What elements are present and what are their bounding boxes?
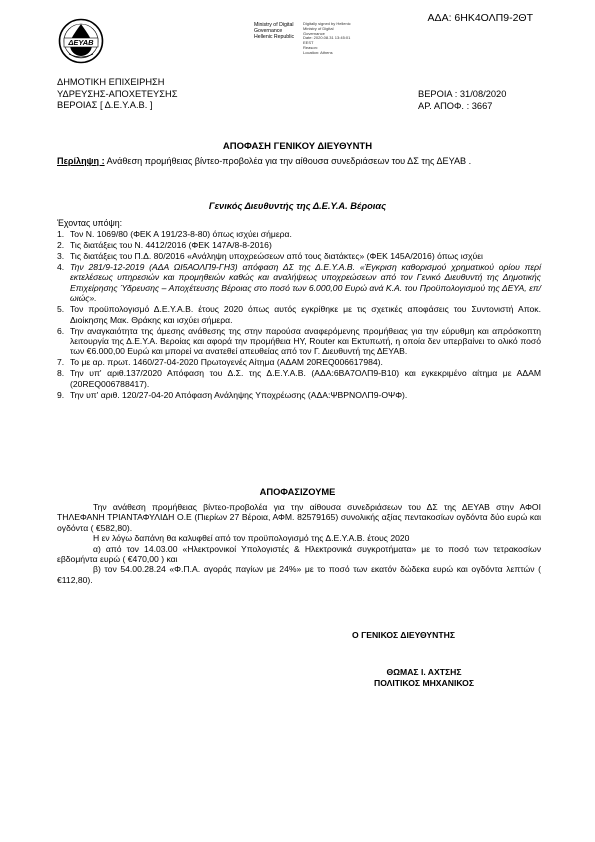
svg-text:ΔΕΥΑΒ: ΔΕΥΑΒ xyxy=(68,38,94,47)
item-number: 2. xyxy=(57,240,65,250)
org-line: ΒΕΡΟΙΑΣ [ Δ.Ε.Υ.Α.Β. ] xyxy=(57,100,153,110)
summary xyxy=(57,156,537,167)
org-line: ΥΔΡΕΥΣΗΣ-ΑΠΟΧΕΤΕΥΣΗΣ xyxy=(57,88,178,99)
document-meta xyxy=(418,89,506,112)
document-date: ΒΕΡΟΙΑ : 31/08/2020 xyxy=(418,89,507,99)
organization-header xyxy=(57,77,177,112)
item-text: Τις διατάξεις του Π.Δ. 80/2016 «Ανάληψη υποχρεώσεων από τους διατάκτες» (ΦΕΚ 145Α/2016) όπως ισχύει xyxy=(70,251,483,261)
item-number: 4. xyxy=(57,262,65,272)
signature-detail-line: Date: 2020.08.31 13:45:01 xyxy=(303,35,351,41)
signature-detail-line: Location: Athens xyxy=(303,49,333,55)
decision-number: ΑΡ. ΑΠΟΦ. : 3667 xyxy=(418,100,493,111)
list-item xyxy=(57,368,541,389)
ada-code: ΑΔΑ: 6ΗΚ4ΟΛΠ9-2ΘΤ xyxy=(427,12,533,24)
item-text: Το με αρ. πρωτ. 1460/27-04-2020 Πρωτογενές Αίτημα (ΑΔΑΜ 20REQ006617984). xyxy=(70,357,383,368)
item-number: 8. xyxy=(57,368,65,379)
document-title: ΑΠΟΦΑΣΗ ΓΕΝΙΚΟΥ ΔΙΕΥΘΥΝΤΗ xyxy=(222,141,373,152)
list-item xyxy=(57,262,541,304)
item-number: 9. xyxy=(57,389,65,400)
funding-item-b: β) τον 54.00.28.24 «Φ.Π.Α. αγοράς παγίων με 24%» με το ποσό των εκατόν δώδεκα ευρώ και ογδόντα λεπτών ( €112,80). xyxy=(57,564,541,585)
signatory-name: ΘΩΜΑΣ Ι. ΑΧΤΣΗΣ xyxy=(386,667,462,677)
signature-line: Hellenic Republic xyxy=(254,34,295,41)
considerations-intro: Έχοντας υπόψη: xyxy=(57,218,123,228)
item-text: Την υπ' αριθ. 120/27-04-20 Απόφαση Ανάληψης Υποχρέωσης (ΑΔΑ:ΨΒΡΝΟΛΠ9-ΟΨΦ). xyxy=(70,389,408,400)
item-number: 1. xyxy=(57,229,65,239)
funding-paragraph: Η εν λόγω δαπάνη θα καλυφθεί από τον προϋπολογισμό της Δ.Ε.Υ.Α.Β. έτους 2020 xyxy=(93,533,410,544)
summary-label: Περίληψη : xyxy=(57,156,105,166)
list-item xyxy=(57,229,541,239)
signatory-block xyxy=(345,667,503,689)
item-number: 6. xyxy=(57,325,65,336)
digital-signature-block xyxy=(254,22,294,40)
item-number: 7. xyxy=(57,357,65,368)
item-number: 3. xyxy=(57,251,65,261)
decision-paragraph: Την ανάθεση προμήθειας βίντεο-προβολέα για την αίθουσα συνεδριάσεων του ΔΣ της ΔΕΥΑΒ στην ΑΦΟΙ ΤΗΛΕΦΑΝΗ ΤΡΙΑΝΤΑΦΥΛΙΔΗ Ο.Ε (Πιερίων 27 Βέροια, ΑΦΜ. 82579165) συνολικής αξίας πεντακοσίων ογδόντα δύο ευρώ και ογδόντα ( €582,80). xyxy=(57,502,541,533)
signature-detail-line: Reason: xyxy=(303,44,318,50)
item-text: Την αναγκαιότητα της άμεσης ανάθεσης της στην παρούσα αναφερόμενης προμήθειας για την εύρυθμη και απρόσκοπτη λειτουργία της Δ.Ε.Υ.Α. Βεροίας και αφορά την προμήθεια ΗΥ, Router και Εκτυπωτή, η οποία δεν υπερβαίνει το ολικό ποσό των €6.000,00 Ευρώ και μπορεί να ανατεθεί απευθείας από τον Γ. Διευθυντή της ΔΕΥΑΒ. xyxy=(70,325,541,357)
item-text: Τον Ν. 1069/80 (ΦΕΚ Α 191/23-8-80) όπως ισχύει σήμερα. xyxy=(70,229,292,239)
signature-detail-line: Ministry of Digital xyxy=(303,25,334,31)
summary-text: Ανάθεση προμήθειας βίντεο-προβολέα για την αίθουσα συνεδριάσεων του ΔΣ της ΔΕΥΑΒ . xyxy=(104,156,472,166)
signature-line: Governance xyxy=(254,28,283,35)
digital-signature-detail xyxy=(303,22,351,56)
signature-detail-line: EEST xyxy=(303,40,314,46)
list-item xyxy=(57,240,541,250)
decision-heading: ΑΠΟΦΑΣΙΖΟΥΜΕ xyxy=(259,487,336,497)
deyab-logo xyxy=(58,18,104,64)
considerations-list xyxy=(57,229,541,401)
item-number: 5. xyxy=(57,304,65,315)
list-item xyxy=(57,304,541,325)
list-item xyxy=(57,390,541,400)
signature-line: Ministry of Digital xyxy=(254,22,294,28)
signatory-title: Ο ΓΕΝΙΚΟΣ ΔΙΕΥΘΥΝΤΗΣ xyxy=(352,630,455,640)
org-line: ΔΗΜΟΤΙΚΗ ΕΠΙΧΕΙΡΗΣΗ xyxy=(57,77,165,87)
item-text: Τις διατάξεις του Ν. 4412/2016 (ΦΕΚ 147Α/8-8-2016) xyxy=(70,240,272,250)
signature-detail-line: Governance xyxy=(303,30,325,36)
item-text: Την υπ' αριθ.137/2020 Απόφαση του Δ.Σ. της Δ.Ε.Υ.Α.Β. (ΑΔΑ:6ΒΑ7ΟΛΠ9-Β10) και εγκεκριμένο αίτημα με ΑΔΑΜ (20REQ006788417). xyxy=(70,368,541,389)
list-item xyxy=(57,357,541,367)
signature-detail-line: Digitally signed by Hellenic xyxy=(303,21,351,26)
decision-body xyxy=(57,502,541,585)
list-item xyxy=(57,251,541,261)
item-text: Τον προϋπολογισμό Δ.Ε.Υ.Α.Β. έτους 2020 όπως αυτός εγκρίθηκε με τις σχετικές αποφάσεις του Συντονιστή Αποκ. Διοίκησης Μακ. Θράκης και ισχύει σήμερα. xyxy=(70,304,541,325)
section-heading: Γενικός Διευθυντής της Δ.Ε.Υ.Α. Βέροιας xyxy=(208,201,387,211)
list-item xyxy=(57,326,541,357)
signatory-role: ΠΟΛΙΤΙΚΟΣ ΜΗΧΑΝΙΚΟΣ xyxy=(373,678,474,688)
funding-item-a: α) από τον 14.03.00 «Ηλεκτρονικοί Υπολογιστές & Ηλεκτρονικά συγκροτήματα» με το ποσό των τετρακοσίων εβδομήντα ευρώ ( €470,00 ) και xyxy=(57,543,541,565)
item-text: Την 281/9-12-2019 (ΑΔΑ ΩΙ5ΑΟΛΠ9-ΓΗ3) απόφαση ΔΣ της Δ.Ε.Υ.Α.Β. «Έγκριση καθορισμού χρηματικού ορίου περί εκτελέσεως υπηρεσιών και προμηθειών καθώς και αναλήψεως υποχρεώσεων από τον Γενικό Διευθυντή της Δημοτικής Επιχείρησης Ύδρευσης – Αποχέτευσης Βέροιας στο ποσό των 6.000,00 Ευρώ ανά Κ.Α. του Προϋπολογισμού της ΔΕΥΑ, επ/ωιώς». xyxy=(70,262,541,304)
